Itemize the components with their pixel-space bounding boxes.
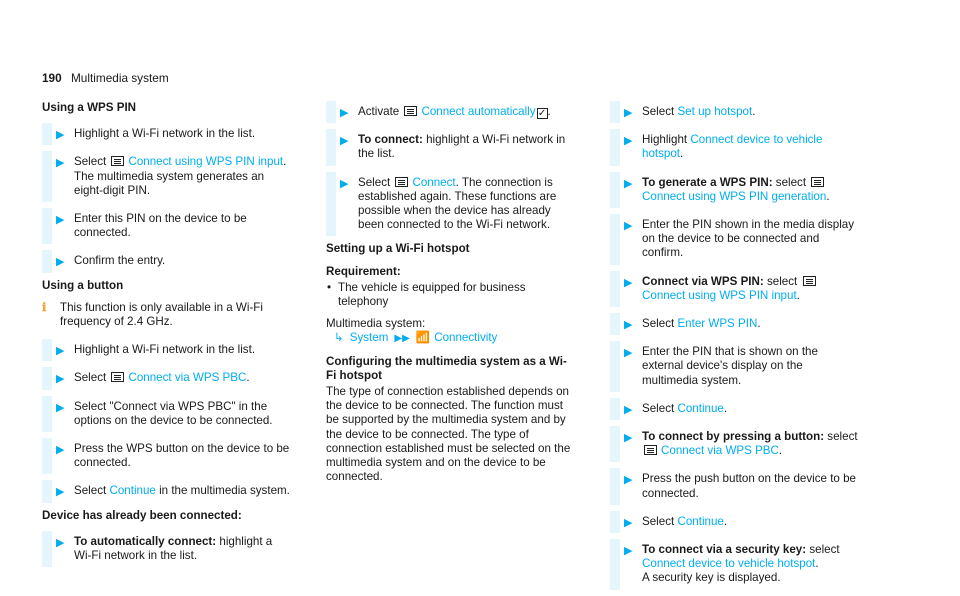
note: ℹ This function is only available in a Wi-Fi frequency of 2.4 GHz. — [42, 300, 263, 329]
arrow-icon: ▶ — [624, 107, 633, 119]
path-system[interactable]: System — [349, 331, 389, 345]
menu-path — [326, 331, 576, 346]
step: ▶ Activate Connect automatically ✓. — [326, 101, 576, 123]
step: ▶ To generate a WPS PIN: select Connect using WPS PIN generation. — [610, 172, 860, 208]
double-chevron-icon: ▶▶ — [394, 333, 410, 345]
arrow-icon: ▶ — [624, 319, 633, 332]
arrow-icon: ▶ — [624, 276, 633, 289]
arrow-icon: ▶ — [340, 177, 349, 190]
link-connect-wps-pin-input[interactable]: Connect using WPS PIN input — [128, 155, 284, 169]
menu-icon — [404, 106, 417, 116]
link-connect[interactable]: Connect — [412, 175, 456, 189]
requirement-label: Requirement: — [326, 264, 401, 278]
heading-already-connected: Device has already been connected: — [42, 508, 242, 522]
wifi-icon: 📶 — [415, 331, 431, 345]
step: ▶ Highlight Connect device to vehicle hotspot. — [610, 129, 860, 165]
step: ▶ Select Continue in the multimedia system. — [42, 480, 292, 502]
path-prefix: Multimedia system: — [326, 317, 426, 331]
step: ▶ Select "Connect via WPS PBC" in the options on the device to be connected. — [42, 396, 292, 432]
link-connect-device-hotspot[interactable]: Connect device to vehicle hotspot — [642, 133, 823, 161]
arrow-icon: ▶ — [624, 474, 633, 487]
arrow-icon: ▶ — [624, 135, 633, 148]
step: ▶ Highlight a Wi-Fi network in the list. — [42, 123, 292, 145]
arrow-icon: ▶ — [624, 220, 633, 233]
arrow-icon: ▶ — [56, 401, 65, 414]
step: ▶ Select Connect. The connection is established again. These functions are possible when the device has already been connected to the Wi-Fi network. — [326, 172, 576, 237]
arrow-icon: ▶ — [56, 373, 65, 386]
column-2 — [326, 101, 576, 492]
heading-hotspot: Setting up a Wi-Fi hotspot — [326, 242, 470, 256]
link-continue[interactable]: Continue — [109, 484, 156, 498]
heading-wps-pin: Using a WPS PIN — [42, 101, 137, 114]
step: ▶ Select Set up hotspot. — [610, 101, 860, 123]
section-title: Multimedia system — [70, 71, 169, 85]
arrow-icon: ▶ — [56, 129, 65, 142]
link-enter-wps-pin[interactable]: Enter WPS PIN — [677, 317, 758, 331]
link-continue[interactable]: Continue — [677, 401, 724, 415]
step: ▶ Connect via WPS PIN: select Connect using WPS PIN input. — [610, 271, 860, 307]
requirement-item: • The vehicle is equipped for business telephony — [327, 280, 526, 309]
step: ▶ Select Continue. — [610, 511, 860, 533]
arrow-icon: ▶ — [624, 347, 633, 360]
step: ▶ Select Connect using WPS PIN input. The multimedia system generates an eight-digit PIN. — [42, 151, 292, 202]
arrow-icon: ▶ — [56, 214, 65, 227]
link-connect-device-hotspot[interactable]: Connect device to vehicle hotspot — [642, 557, 816, 571]
arrow-icon: ▶ — [56, 444, 65, 457]
arrow-icon: ▶ — [340, 135, 349, 148]
arrow-icon: ▶ — [624, 432, 633, 445]
arrow-icon: ▶ — [624, 403, 633, 416]
arrow-icon: ▶ — [56, 256, 65, 269]
menu-icon — [111, 156, 124, 166]
step: ▶ Select Enter WPS PIN. — [610, 313, 860, 335]
link-connect-automatically[interactable]: Connect automatically — [421, 105, 536, 118]
bullet-icon: • — [327, 280, 332, 294]
step: ▶ Enter the PIN shown in the media display on the device to be connected and confirm. — [610, 214, 860, 265]
arrow-icon: ▶ — [624, 516, 633, 529]
step: ▶ To connect by pressing a button: select Connect via WPS PBC. — [610, 426, 860, 462]
link-wps-pin-input[interactable]: Connect using WPS PIN input — [642, 288, 797, 302]
checkbox-checked-icon[interactable]: ✓ — [537, 108, 547, 119]
page-number: 190 — [42, 71, 62, 85]
arrow-icon: ▶ — [56, 486, 65, 499]
step: ▶ Highlight a Wi-Fi network in the list. — [42, 339, 292, 361]
step: ▶ Enter the PIN that is shown on the external device's display on the multimedia system. — [610, 341, 860, 392]
paragraph-config: The type of connection established depends on the device to be connected. The function must be supported by the multimedia system and by the device to be connected. The type of connection established must be selected on the multimedia system and on the device to be connected. — [326, 385, 571, 484]
step: ▶ Confirm the entry. — [42, 250, 292, 272]
arrow-icon: ▶ — [56, 345, 65, 358]
heading-using-button: Using a button — [42, 278, 124, 292]
menu-icon — [395, 177, 408, 187]
arrow-icon: ▶ — [340, 107, 349, 119]
step: ▶ Enter this PIN on the device to be connected. — [42, 208, 292, 244]
heading-configure-hotspot: Configuring the multimedia system as a Wi-Fi hotspot — [326, 354, 567, 382]
step: ▶ Select Connect via WPS PBC. — [42, 367, 292, 389]
page-header — [42, 71, 169, 85]
menu-icon — [111, 372, 124, 382]
arrow-icon: ▶ — [56, 157, 65, 170]
info-icon: ℹ — [42, 300, 47, 314]
link-continue[interactable]: Continue — [677, 514, 724, 528]
menu-icon — [803, 276, 816, 286]
step: ▶ Press the push button on the device to be connected. — [610, 468, 860, 504]
menu-icon — [811, 177, 824, 187]
step: ▶ To connect: highlight a Wi-Fi network in the list. — [326, 129, 576, 165]
path-connectivity[interactable]: Connectivity — [434, 331, 498, 345]
step: ▶ To connect via a security key: select Connect device to vehicle hotspot. A security key is displayed. — [610, 539, 860, 590]
column-3 — [610, 101, 860, 596]
column-1 — [42, 101, 292, 573]
arrow-icon: ▶ — [56, 536, 65, 549]
arrow-icon: ▶ — [624, 177, 633, 190]
step: ▶ Select Continue. — [610, 398, 860, 420]
step: ▶ Press the WPS button on the device to be connected. — [42, 438, 292, 474]
path-arrow-icon: ↳ — [334, 331, 344, 345]
step: ▶ To automatically connect: highlight a Wi-Fi network in the list. — [42, 531, 292, 567]
link-connect-wps-pbc[interactable]: Connect via WPS PBC — [661, 444, 779, 458]
link-set-up-hotspot[interactable]: Set up hotspot — [677, 105, 753, 118]
link-connect-wps-pbc[interactable]: Connect via WPS PBC — [128, 371, 247, 385]
arrow-icon: ▶ — [624, 545, 633, 558]
link-wps-pin-generation[interactable]: Connect using WPS PIN generation — [642, 189, 827, 203]
menu-icon — [644, 445, 657, 455]
